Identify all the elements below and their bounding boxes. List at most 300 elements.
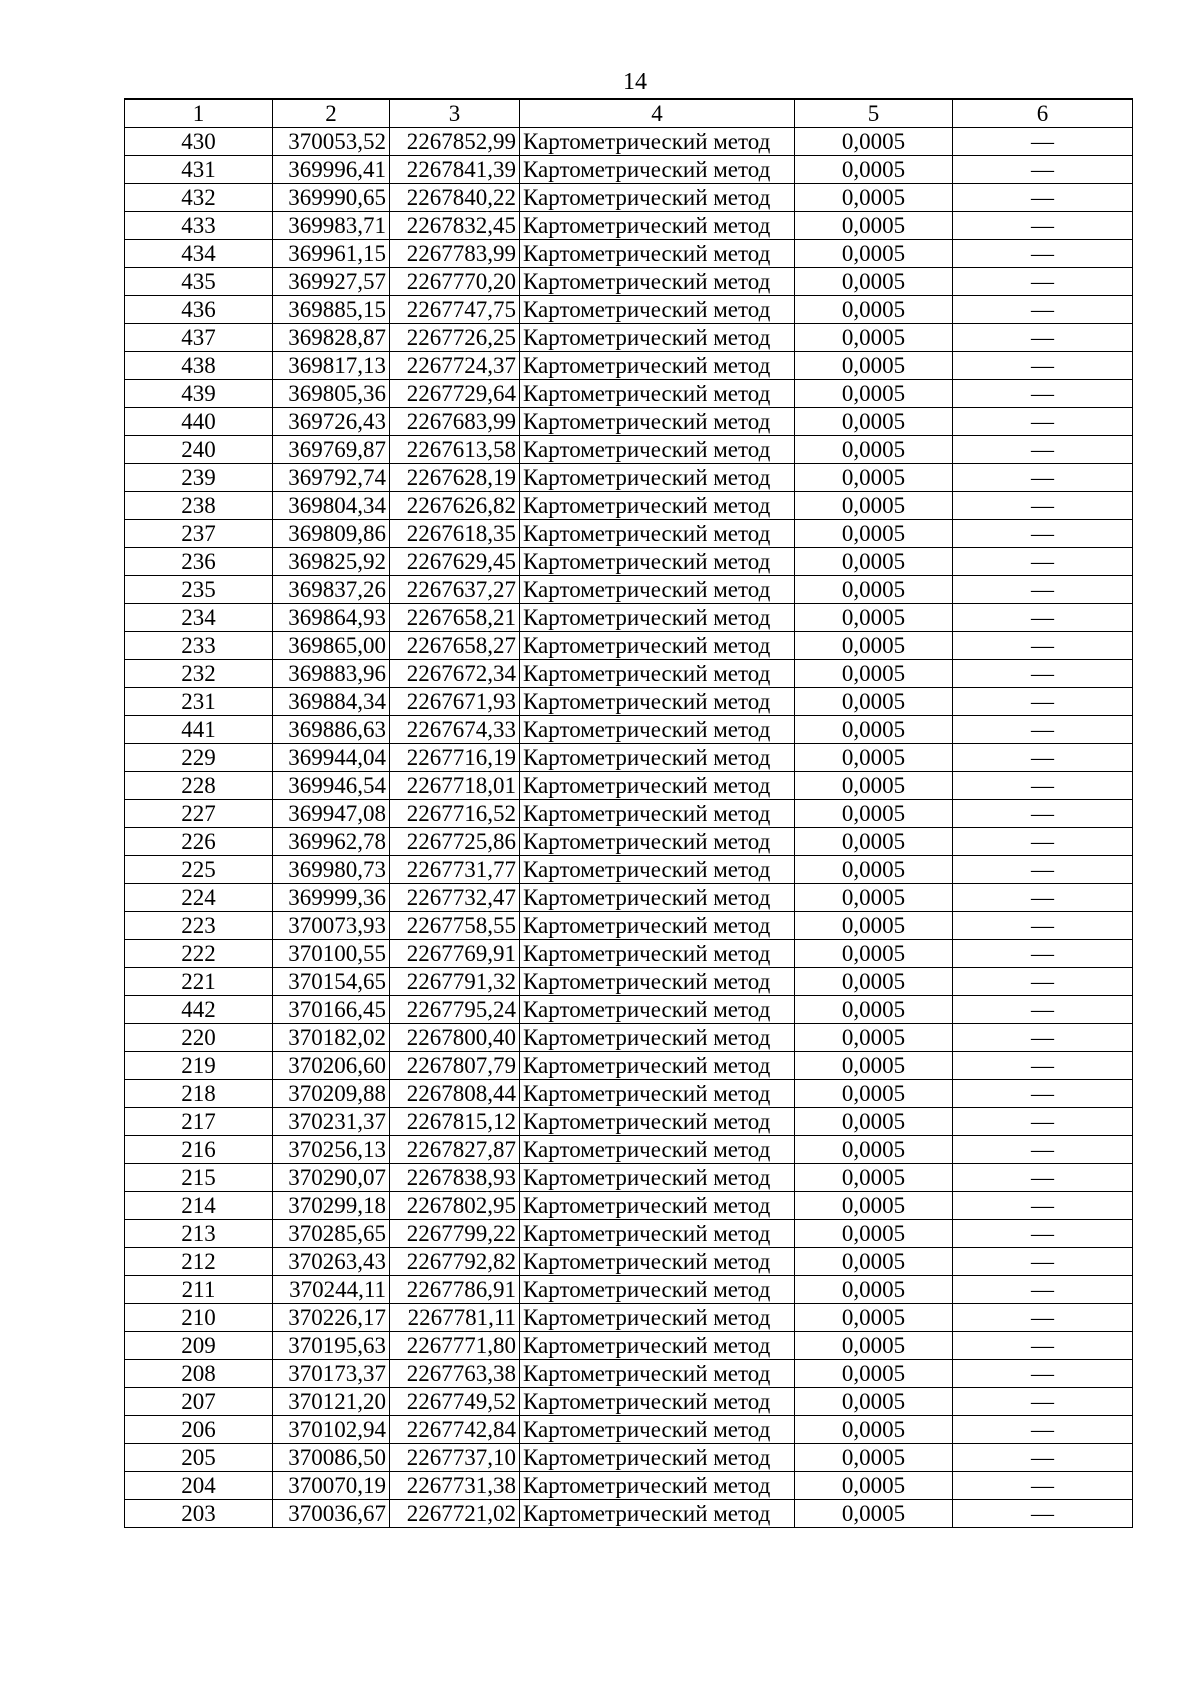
coordinate-x-cell: 369805,36 <box>273 380 390 408</box>
note-cell: — <box>953 1444 1133 1472</box>
note-cell: — <box>953 1304 1133 1332</box>
coordinate-y-cell: 2267726,25 <box>390 324 520 352</box>
point-number-cell: 220 <box>125 1024 273 1052</box>
table-row <box>125 548 1133 576</box>
note-cell: — <box>953 1192 1133 1220</box>
note-cell: — <box>953 576 1133 604</box>
point-number-cell: 223 <box>125 912 273 940</box>
coordinate-x-cell: 369980,73 <box>273 856 390 884</box>
accuracy-cell: 0,0005 <box>795 688 953 716</box>
accuracy-cell: 0,0005 <box>795 1416 953 1444</box>
coordinate-y-cell: 2267731,77 <box>390 856 520 884</box>
coordinate-y-cell: 2267770,20 <box>390 268 520 296</box>
table-row <box>125 716 1133 744</box>
table-row <box>125 1136 1133 1164</box>
coordinate-x-cell: 370256,13 <box>273 1136 390 1164</box>
coordinate-y-cell: 2267683,99 <box>390 408 520 436</box>
accuracy-cell: 0,0005 <box>795 1164 953 1192</box>
note-cell: — <box>953 548 1133 576</box>
point-number-cell: 207 <box>125 1388 273 1416</box>
point-number-cell: 203 <box>125 1500 273 1528</box>
table-row <box>125 1164 1133 1192</box>
point-number-cell: 436 <box>125 296 273 324</box>
accuracy-cell: 0,0005 <box>795 1276 953 1304</box>
point-number-cell: 439 <box>125 380 273 408</box>
note-cell: — <box>953 324 1133 352</box>
accuracy-cell: 0,0005 <box>795 408 953 436</box>
coordinate-x-cell: 370100,55 <box>273 940 390 968</box>
method-cell: Картометрический метод <box>520 380 795 408</box>
coordinate-y-cell: 2267802,95 <box>390 1192 520 1220</box>
coordinate-y-cell: 2267721,02 <box>390 1500 520 1528</box>
point-number-cell: 218 <box>125 1080 273 1108</box>
accuracy-cell: 0,0005 <box>795 240 953 268</box>
coordinate-y-cell: 2267781,11 <box>390 1304 520 1332</box>
accuracy-cell: 0,0005 <box>795 128 953 156</box>
coordinate-y-cell: 2267749,52 <box>390 1388 520 1416</box>
coordinate-y-cell: 2267758,55 <box>390 912 520 940</box>
coordinate-y-cell: 2267832,45 <box>390 212 520 240</box>
coordinate-y-cell: 2267613,58 <box>390 436 520 464</box>
method-cell: Картометрический метод <box>520 1388 795 1416</box>
table-row <box>125 828 1133 856</box>
point-number-cell: 438 <box>125 352 273 380</box>
point-number-cell: 234 <box>125 604 273 632</box>
table-row <box>125 1444 1133 1472</box>
accuracy-cell: 0,0005 <box>795 940 953 968</box>
accuracy-cell: 0,0005 <box>795 632 953 660</box>
note-cell: — <box>953 296 1133 324</box>
note-cell: — <box>953 268 1133 296</box>
table-row <box>125 996 1133 1024</box>
table-row <box>125 1276 1133 1304</box>
method-cell: Картометрический метод <box>520 576 795 604</box>
coordinate-x-cell: 369837,26 <box>273 576 390 604</box>
method-cell: Картометрический метод <box>520 1248 795 1276</box>
table-row <box>125 1416 1133 1444</box>
accuracy-cell: 0,0005 <box>795 296 953 324</box>
coordinate-x-cell: 370166,45 <box>273 996 390 1024</box>
accuracy-cell: 0,0005 <box>795 1192 953 1220</box>
method-cell: Картометрический метод <box>520 1108 795 1136</box>
coordinate-x-cell: 369769,87 <box>273 436 390 464</box>
coordinate-x-cell: 369726,43 <box>273 408 390 436</box>
method-cell: Картометрический метод <box>520 1472 795 1500</box>
coordinate-y-cell: 2267718,01 <box>390 772 520 800</box>
note-cell: — <box>953 660 1133 688</box>
note-cell: — <box>953 380 1133 408</box>
table-row <box>125 772 1133 800</box>
method-cell: Картометрический метод <box>520 464 795 492</box>
accuracy-cell: 0,0005 <box>795 996 953 1024</box>
table-row <box>125 184 1133 212</box>
table-row <box>125 296 1133 324</box>
accuracy-cell: 0,0005 <box>795 1472 953 1500</box>
table-row <box>125 576 1133 604</box>
point-number-cell: 205 <box>125 1444 273 1472</box>
coordinate-y-cell: 2267737,10 <box>390 1444 520 1472</box>
note-cell: — <box>953 352 1133 380</box>
table-row <box>125 240 1133 268</box>
coordinate-x-cell: 369885,15 <box>273 296 390 324</box>
table-row <box>125 520 1133 548</box>
table-row <box>125 1080 1133 1108</box>
table-header-row <box>125 99 1133 128</box>
coordinate-x-cell: 369990,65 <box>273 184 390 212</box>
coordinate-x-cell: 369809,86 <box>273 520 390 548</box>
coordinate-y-cell: 2267838,93 <box>390 1164 520 1192</box>
method-cell: Картометрический метод <box>520 492 795 520</box>
point-number-cell: 431 <box>125 156 273 184</box>
method-cell: Картометрический метод <box>520 1332 795 1360</box>
method-cell: Картометрический метод <box>520 548 795 576</box>
accuracy-cell: 0,0005 <box>795 380 953 408</box>
note-cell: — <box>953 1360 1133 1388</box>
coordinate-y-cell: 2267763,38 <box>390 1360 520 1388</box>
point-number-cell: 432 <box>125 184 273 212</box>
coordinate-x-cell: 369999,36 <box>273 884 390 912</box>
table-row <box>125 912 1133 940</box>
coordinate-y-cell: 2267626,82 <box>390 492 520 520</box>
point-number-cell: 216 <box>125 1136 273 1164</box>
point-number-cell: 229 <box>125 744 273 772</box>
note-cell: — <box>953 240 1133 268</box>
point-number-cell: 213 <box>125 1220 273 1248</box>
coordinate-x-cell: 370070,19 <box>273 1472 390 1500</box>
method-cell: Картометрический метод <box>520 856 795 884</box>
accuracy-cell: 0,0005 <box>795 268 953 296</box>
coordinate-y-cell: 2267815,12 <box>390 1108 520 1136</box>
table-row <box>125 884 1133 912</box>
note-cell: — <box>953 1052 1133 1080</box>
accuracy-cell: 0,0005 <box>795 884 953 912</box>
note-cell: — <box>953 912 1133 940</box>
note-cell: — <box>953 1416 1133 1444</box>
method-cell: Картометрический метод <box>520 1444 795 1472</box>
coordinate-x-cell: 370086,50 <box>273 1444 390 1472</box>
method-cell: Картометрический метод <box>520 268 795 296</box>
coordinate-y-cell: 2267674,33 <box>390 716 520 744</box>
coordinate-x-cell: 370206,60 <box>273 1052 390 1080</box>
method-cell: Картометрический метод <box>520 156 795 184</box>
coordinate-x-cell: 370209,88 <box>273 1080 390 1108</box>
accuracy-cell: 0,0005 <box>795 1024 953 1052</box>
note-cell: — <box>953 1220 1133 1248</box>
coordinate-y-cell: 2267827,87 <box>390 1136 520 1164</box>
accuracy-cell: 0,0005 <box>795 548 953 576</box>
coordinate-x-cell: 369817,13 <box>273 352 390 380</box>
note-cell: — <box>953 1136 1133 1164</box>
table-row <box>125 744 1133 772</box>
method-cell: Картометрический метод <box>520 968 795 996</box>
table-row <box>125 408 1133 436</box>
accuracy-cell: 0,0005 <box>795 1304 953 1332</box>
note-cell: — <box>953 1472 1133 1500</box>
accuracy-cell: 0,0005 <box>795 1108 953 1136</box>
table-row <box>125 324 1133 352</box>
coordinate-x-cell: 370073,93 <box>273 912 390 940</box>
coordinate-x-cell: 369944,04 <box>273 744 390 772</box>
note-cell: — <box>953 1024 1133 1052</box>
coordinate-y-cell: 2267731,38 <box>390 1472 520 1500</box>
coordinate-y-cell: 2267786,91 <box>390 1276 520 1304</box>
note-cell: — <box>953 688 1133 716</box>
method-cell: Картометрический метод <box>520 660 795 688</box>
accuracy-cell: 0,0005 <box>795 184 953 212</box>
method-cell: Картометрический метод <box>520 772 795 800</box>
method-cell: Картометрический метод <box>520 1192 795 1220</box>
coordinate-x-cell: 370102,94 <box>273 1416 390 1444</box>
table-row <box>125 380 1133 408</box>
point-number-cell: 227 <box>125 800 273 828</box>
coordinate-y-cell: 2267747,75 <box>390 296 520 324</box>
accuracy-cell: 0,0005 <box>795 716 953 744</box>
column-header-3: 3 <box>390 99 520 128</box>
table-row <box>125 156 1133 184</box>
coordinate-x-cell: 369961,15 <box>273 240 390 268</box>
point-number-cell: 233 <box>125 632 273 660</box>
note-cell: — <box>953 996 1133 1024</box>
method-cell: Картометрический метод <box>520 1416 795 1444</box>
coordinate-y-cell: 2267799,22 <box>390 1220 520 1248</box>
table-row <box>125 1472 1133 1500</box>
method-cell: Картометрический метод <box>520 324 795 352</box>
point-number-cell: 228 <box>125 772 273 800</box>
table-row <box>125 1500 1133 1528</box>
note-cell: — <box>953 884 1133 912</box>
coordinate-x-cell: 369996,41 <box>273 156 390 184</box>
table-row <box>125 492 1133 520</box>
table-row <box>125 800 1133 828</box>
point-number-cell: 430 <box>125 128 273 156</box>
coordinate-x-cell: 370173,37 <box>273 1360 390 1388</box>
accuracy-cell: 0,0005 <box>795 772 953 800</box>
point-number-cell: 437 <box>125 324 273 352</box>
method-cell: Картометрический метод <box>520 604 795 632</box>
point-number-cell: 206 <box>125 1416 273 1444</box>
note-cell: — <box>953 968 1133 996</box>
table-row <box>125 128 1133 156</box>
method-cell: Картометрический метод <box>520 1304 795 1332</box>
table-row <box>125 1108 1133 1136</box>
point-number-cell: 433 <box>125 212 273 240</box>
table-row <box>125 968 1133 996</box>
point-number-cell: 214 <box>125 1192 273 1220</box>
method-cell: Картометрический метод <box>520 744 795 772</box>
table-row <box>125 1304 1133 1332</box>
coordinate-y-cell: 2267800,40 <box>390 1024 520 1052</box>
note-cell: — <box>953 604 1133 632</box>
table-row <box>125 212 1133 240</box>
coordinate-y-cell: 2267716,19 <box>390 744 520 772</box>
coordinate-x-cell: 369927,57 <box>273 268 390 296</box>
method-cell: Картометрический метод <box>520 800 795 828</box>
table-row <box>125 464 1133 492</box>
point-number-cell: 217 <box>125 1108 273 1136</box>
method-cell: Картометрический метод <box>520 1360 795 1388</box>
coordinate-y-cell: 2267658,21 <box>390 604 520 632</box>
column-header-4: 4 <box>520 99 795 128</box>
method-cell: Картометрический метод <box>520 996 795 1024</box>
note-cell: — <box>953 1164 1133 1192</box>
accuracy-cell: 0,0005 <box>795 1360 953 1388</box>
method-cell: Картометрический метод <box>520 1136 795 1164</box>
column-header-6: 6 <box>953 99 1133 128</box>
table-row <box>125 1248 1133 1276</box>
point-number-cell: 208 <box>125 1360 273 1388</box>
accuracy-cell: 0,0005 <box>795 436 953 464</box>
table-body <box>125 128 1133 1528</box>
coordinate-y-cell: 2267629,45 <box>390 548 520 576</box>
coordinate-y-cell: 2267729,64 <box>390 380 520 408</box>
page-number: 14 <box>623 69 647 95</box>
coordinate-y-cell: 2267795,24 <box>390 996 520 1024</box>
point-number-cell: 222 <box>125 940 273 968</box>
column-header-2: 2 <box>273 99 390 128</box>
note-cell: — <box>953 156 1133 184</box>
method-cell: Картометрический метод <box>520 884 795 912</box>
accuracy-cell: 0,0005 <box>795 1136 953 1164</box>
note-cell: — <box>953 464 1133 492</box>
coordinate-y-cell: 2267771,80 <box>390 1332 520 1360</box>
note-cell: — <box>953 212 1133 240</box>
coordinate-x-cell: 370299,18 <box>273 1192 390 1220</box>
note-cell: — <box>953 1080 1133 1108</box>
accuracy-cell: 0,0005 <box>795 352 953 380</box>
coordinate-x-cell: 370053,52 <box>273 128 390 156</box>
method-cell: Картометрический метод <box>520 436 795 464</box>
point-number-cell: 224 <box>125 884 273 912</box>
coordinate-y-cell: 2267724,37 <box>390 352 520 380</box>
note-cell: — <box>953 184 1133 212</box>
coordinate-x-cell: 369946,54 <box>273 772 390 800</box>
accuracy-cell: 0,0005 <box>795 912 953 940</box>
coordinates-table <box>124 98 1133 1528</box>
accuracy-cell: 0,0005 <box>795 1052 953 1080</box>
coordinate-y-cell: 2267637,27 <box>390 576 520 604</box>
coordinate-y-cell: 2267852,99 <box>390 128 520 156</box>
note-cell: — <box>953 492 1133 520</box>
method-cell: Картометрический метод <box>520 1024 795 1052</box>
coordinate-x-cell: 369983,71 <box>273 212 390 240</box>
method-cell: Картометрический метод <box>520 1500 795 1528</box>
coordinate-y-cell: 2267841,39 <box>390 156 520 184</box>
coordinate-x-cell: 369947,08 <box>273 800 390 828</box>
accuracy-cell: 0,0005 <box>795 828 953 856</box>
coordinate-x-cell: 369865,00 <box>273 632 390 660</box>
note-cell: — <box>953 632 1133 660</box>
accuracy-cell: 0,0005 <box>795 1248 953 1276</box>
note-cell: — <box>953 1248 1133 1276</box>
coordinate-y-cell: 2267807,79 <box>390 1052 520 1080</box>
table-row <box>125 1024 1133 1052</box>
point-number-cell: 204 <box>125 1472 273 1500</box>
method-cell: Картометрический метод <box>520 408 795 436</box>
coordinate-x-cell: 370154,65 <box>273 968 390 996</box>
accuracy-cell: 0,0005 <box>795 324 953 352</box>
coordinate-x-cell: 370226,17 <box>273 1304 390 1332</box>
method-cell: Картометрический метод <box>520 632 795 660</box>
table-row <box>125 688 1133 716</box>
coordinate-x-cell: 370285,65 <box>273 1220 390 1248</box>
table-row <box>125 1360 1133 1388</box>
coordinate-x-cell: 369804,34 <box>273 492 390 520</box>
point-number-cell: 225 <box>125 856 273 884</box>
point-number-cell: 221 <box>125 968 273 996</box>
method-cell: Картометрический метод <box>520 352 795 380</box>
accuracy-cell: 0,0005 <box>795 576 953 604</box>
coordinate-x-cell: 370290,07 <box>273 1164 390 1192</box>
coordinate-y-cell: 2267840,22 <box>390 184 520 212</box>
method-cell: Картометрический метод <box>520 296 795 324</box>
accuracy-cell: 0,0005 <box>795 520 953 548</box>
coordinate-y-cell: 2267732,47 <box>390 884 520 912</box>
note-cell: — <box>953 1276 1133 1304</box>
coordinate-y-cell: 2267791,32 <box>390 968 520 996</box>
point-number-cell: 210 <box>125 1304 273 1332</box>
table-row <box>125 1332 1133 1360</box>
point-number-cell: 238 <box>125 492 273 520</box>
coordinate-y-cell: 2267671,93 <box>390 688 520 716</box>
point-number-cell: 239 <box>125 464 273 492</box>
note-cell: — <box>953 128 1133 156</box>
table-row <box>125 856 1133 884</box>
method-cell: Картометрический метод <box>520 212 795 240</box>
method-cell: Картометрический метод <box>520 716 795 744</box>
point-number-cell: 236 <box>125 548 273 576</box>
note-cell: — <box>953 1388 1133 1416</box>
point-number-cell: 215 <box>125 1164 273 1192</box>
coordinate-y-cell: 2267808,44 <box>390 1080 520 1108</box>
accuracy-cell: 0,0005 <box>795 968 953 996</box>
coordinate-x-cell: 370121,20 <box>273 1388 390 1416</box>
coordinate-x-cell: 370231,37 <box>273 1108 390 1136</box>
coordinate-x-cell: 369828,87 <box>273 324 390 352</box>
accuracy-cell: 0,0005 <box>795 1388 953 1416</box>
method-cell: Картометрический метод <box>520 828 795 856</box>
accuracy-cell: 0,0005 <box>795 744 953 772</box>
accuracy-cell: 0,0005 <box>795 212 953 240</box>
coordinate-y-cell: 2267725,86 <box>390 828 520 856</box>
coordinate-y-cell: 2267628,19 <box>390 464 520 492</box>
note-cell: — <box>953 800 1133 828</box>
accuracy-cell: 0,0005 <box>795 1080 953 1108</box>
method-cell: Картометрический метод <box>520 1080 795 1108</box>
method-cell: Картометрический метод <box>520 520 795 548</box>
table-row <box>125 1388 1133 1416</box>
accuracy-cell: 0,0005 <box>795 604 953 632</box>
coordinate-x-cell: 370263,43 <box>273 1248 390 1276</box>
coordinate-x-cell: 369883,96 <box>273 660 390 688</box>
method-cell: Картометрический метод <box>520 1276 795 1304</box>
method-cell: Картометрический метод <box>520 912 795 940</box>
table-row <box>125 632 1133 660</box>
method-cell: Картометрический метод <box>520 1164 795 1192</box>
accuracy-cell: 0,0005 <box>795 1220 953 1248</box>
coordinate-y-cell: 2267618,35 <box>390 520 520 548</box>
accuracy-cell: 0,0005 <box>795 156 953 184</box>
note-cell: — <box>953 1500 1133 1528</box>
method-cell: Картометрический метод <box>520 940 795 968</box>
note-cell: — <box>953 716 1133 744</box>
note-cell: — <box>953 1108 1133 1136</box>
coordinate-x-cell: 369884,34 <box>273 688 390 716</box>
table-row <box>125 352 1133 380</box>
point-number-cell: 232 <box>125 660 273 688</box>
point-number-cell: 240 <box>125 436 273 464</box>
accuracy-cell: 0,0005 <box>795 1444 953 1472</box>
point-number-cell: 231 <box>125 688 273 716</box>
